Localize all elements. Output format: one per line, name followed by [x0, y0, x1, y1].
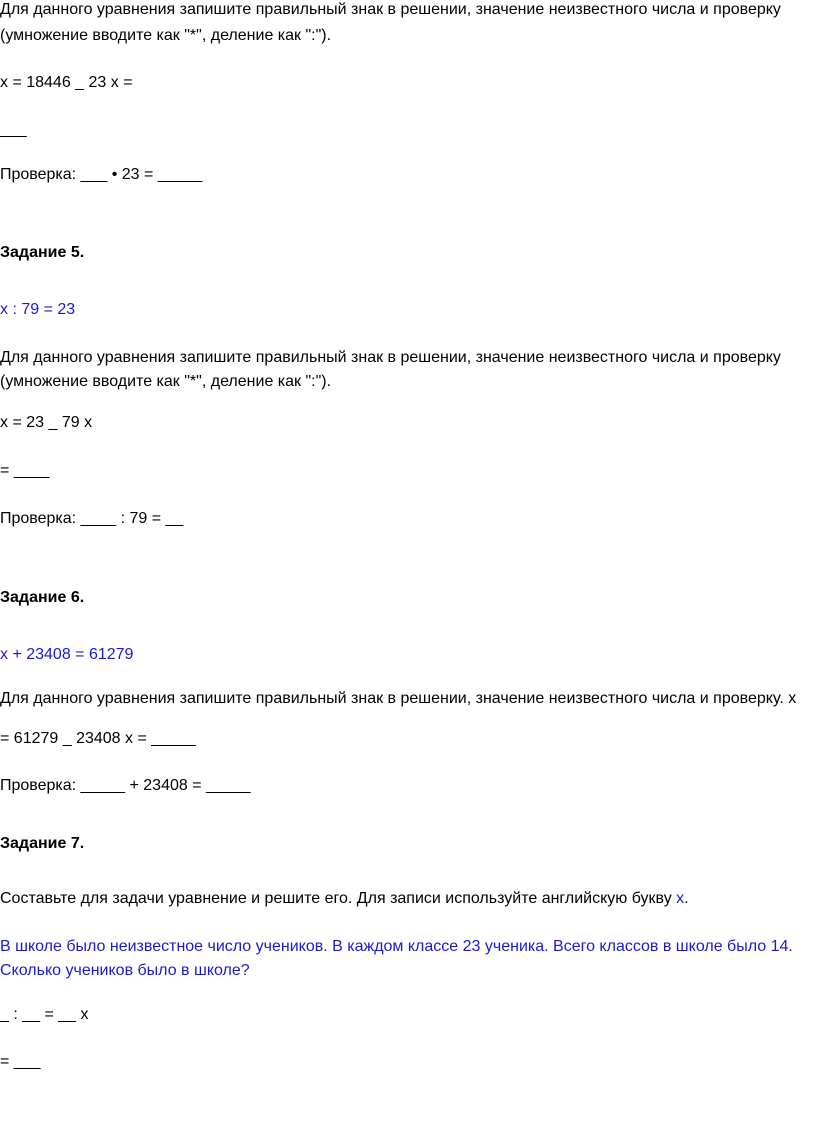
answer-blank: = ____: [0, 462, 50, 479]
equation-solution: x = 23 _ 79 x: [0, 414, 93, 431]
answer-blank: ___: [0, 121, 27, 138]
task-5-equation: x : 79 = 23: [0, 301, 76, 318]
check-line: Проверка: _____ + 23408 = _____: [0, 777, 251, 794]
variable-x: x: [676, 890, 685, 907]
instruction-text-cont: (умножение вводите как "*", деление как ":").: [0, 27, 332, 44]
task-5-heading: Задание 5.: [0, 244, 85, 261]
instruction-text: Для данного уравнения запишите правильный знак в решении, значение неизвестного числа и проверку: [0, 1, 781, 18]
task-7-problem-cont: Сколько учеников было в школе?: [0, 962, 250, 979]
task-7-instruction-text: Составьте для задачи уравнение и решите его. Для записи используйте английскую букву: [0, 890, 677, 907]
instruction-text: Для данного уравнения запишите правильный знак в решении, значение неизвестного числа и проверку: [0, 349, 781, 366]
task-7-heading: Задание 7.: [0, 835, 85, 852]
task-6-heading: Задание 6.: [0, 589, 85, 606]
equation-solution: x = 18446 _ 23 x =: [0, 74, 133, 91]
period: .: [684, 890, 689, 907]
answer-blank: = ___: [0, 1053, 41, 1070]
task-7-problem: В школе было неизвестное число учеников. В каждом классе 23 ученика. Всего классов в школе было 14.: [0, 938, 793, 955]
task-7-instruction: [0, 889, 689, 909]
equation-solution: = 61279 _ 23408 x = _____: [0, 730, 196, 747]
equation-template: _ : __ = __ x: [0, 1006, 89, 1023]
check-line: Проверка: ____ : 79 = __: [0, 510, 184, 527]
instruction-text-cont: (умножение вводите как "*", деление как ":").: [0, 373, 332, 390]
instruction-text: Для данного уравнения запишите правильный знак в решении, значение неизвестного числа и проверку. x: [0, 690, 797, 707]
task-6-equation: x + 23408 = 61279: [0, 646, 134, 663]
check-line: Проверка: ___ • 23 = _____: [0, 166, 203, 183]
